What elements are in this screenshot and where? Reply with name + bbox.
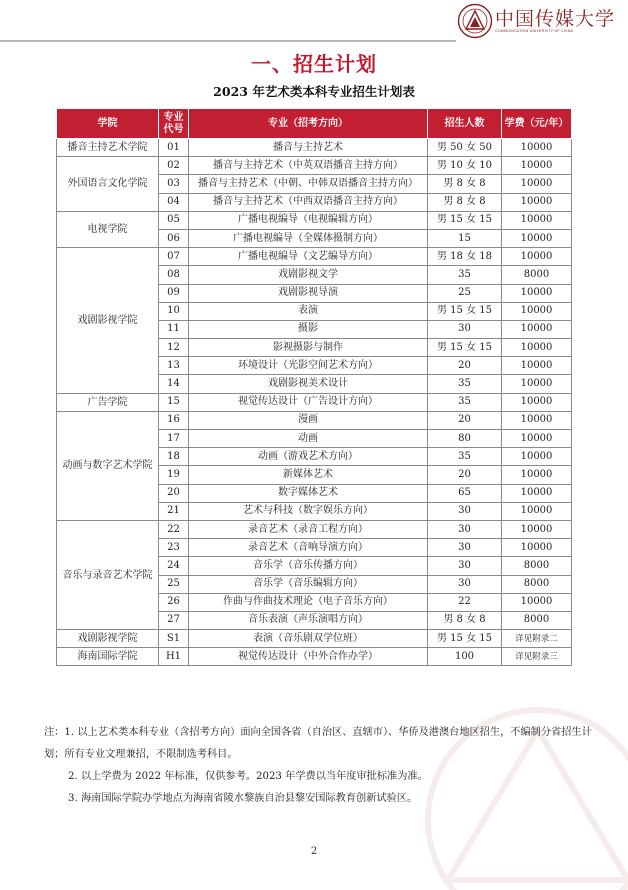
major-cell: 漫画 bbox=[189, 411, 428, 429]
major-cell: 影视摄影与制作 bbox=[189, 339, 428, 357]
major-cell: 音乐表演（声乐演唱方向） bbox=[189, 611, 428, 629]
major-cell: 音乐学（音乐编辑方向） bbox=[189, 575, 428, 593]
quota-cell: 男 8 女 8 bbox=[428, 611, 502, 629]
tuition-cell: 10000 bbox=[502, 320, 572, 338]
table-row bbox=[57, 648, 572, 666]
tuition-cell: 10000 bbox=[502, 593, 572, 611]
table-row bbox=[57, 630, 572, 648]
tuition-cell: 10000 bbox=[502, 484, 572, 502]
code-cell: 02 bbox=[159, 157, 189, 175]
tuition-cell: 10000 bbox=[502, 302, 572, 320]
page-number: 2 bbox=[310, 846, 318, 857]
college-cell: 动画与数字艺术学院 bbox=[57, 411, 159, 520]
section-title: 一、招生计划 bbox=[251, 52, 377, 76]
quota-cell: 男 18 女 18 bbox=[428, 248, 502, 266]
tuition-cell: 8000 bbox=[502, 266, 572, 284]
code-cell: 09 bbox=[159, 284, 189, 302]
major-cell: 视觉传达设计（广告设计方向） bbox=[189, 393, 428, 411]
header-rule bbox=[0, 40, 456, 42]
code-cell: 13 bbox=[159, 357, 189, 375]
quota-cell: 65 bbox=[428, 484, 502, 502]
quota-cell: 35 bbox=[428, 393, 502, 411]
tuition-cell: 详见附录二 bbox=[502, 630, 572, 648]
code-cell: 27 bbox=[159, 611, 189, 629]
code-cell: 03 bbox=[159, 175, 189, 193]
major-cell: 播音与主持艺术（中朝、中韩双语播音主持方向） bbox=[189, 175, 428, 193]
quota-cell: 35 bbox=[428, 375, 502, 393]
major-cell: 表演 bbox=[189, 302, 428, 320]
code-cell: 25 bbox=[159, 575, 189, 593]
code-cell: 20 bbox=[159, 484, 189, 502]
tuition-cell: 10000 bbox=[502, 520, 572, 538]
college-cell: 音乐与录音艺术学院 bbox=[57, 520, 159, 629]
code-cell: 15 bbox=[159, 393, 189, 411]
major-cell: 动画 bbox=[189, 430, 428, 448]
tuition-cell: 10000 bbox=[502, 375, 572, 393]
code-cell: 26 bbox=[159, 593, 189, 611]
quota-cell: 35 bbox=[428, 266, 502, 284]
college-cell: 海南国际学院 bbox=[57, 648, 159, 666]
tuition-cell: 8000 bbox=[502, 575, 572, 593]
tuition-cell: 10000 bbox=[502, 393, 572, 411]
quota-cell: 男 15 女 15 bbox=[428, 302, 502, 320]
table-row bbox=[57, 393, 572, 411]
code-cell: 14 bbox=[159, 375, 189, 393]
quota-cell: 30 bbox=[428, 539, 502, 557]
table-row bbox=[57, 157, 572, 175]
col-header-quota: 招生人数 bbox=[428, 109, 502, 139]
quota-cell: 男 15 女 15 bbox=[428, 339, 502, 357]
quota-cell: 男 15 女 15 bbox=[428, 211, 502, 229]
tuition-cell: 10000 bbox=[502, 539, 572, 557]
note-2: 2. 以上学费为 2022 年标准，仅供参考。2023 年学费以当年度审批标准为准。 bbox=[68, 771, 428, 782]
table-row bbox=[57, 248, 572, 266]
quota-cell: 30 bbox=[428, 502, 502, 520]
table-row bbox=[57, 411, 572, 429]
major-cell: 录音艺术（录音工程方向） bbox=[189, 520, 428, 538]
major-cell: 广播电视编导（文艺编导方向） bbox=[189, 248, 428, 266]
code-cell: 10 bbox=[159, 302, 189, 320]
major-cell: 戏剧影视导演 bbox=[189, 284, 428, 302]
code-cell: 11 bbox=[159, 320, 189, 338]
code-cell: 18 bbox=[159, 448, 189, 466]
major-cell: 广播电视编导（电视编辑方向） bbox=[189, 211, 428, 229]
tuition-cell: 10000 bbox=[502, 339, 572, 357]
tuition-cell: 10000 bbox=[502, 193, 572, 211]
quota-cell: 30 bbox=[428, 320, 502, 338]
quota-cell: 22 bbox=[428, 593, 502, 611]
major-cell: 视觉传达设计（中外合作办学） bbox=[189, 648, 428, 666]
quota-cell: 30 bbox=[428, 575, 502, 593]
major-cell: 数字媒体艺术 bbox=[189, 484, 428, 502]
code-cell: 21 bbox=[159, 502, 189, 520]
code-cell: H1 bbox=[159, 648, 189, 666]
major-cell: 戏剧影视文学 bbox=[189, 266, 428, 284]
code-cell: 06 bbox=[159, 229, 189, 247]
major-cell: 作曲与作曲技术理论（电子音乐方向） bbox=[189, 593, 428, 611]
code-cell: 12 bbox=[159, 339, 189, 357]
table-row bbox=[57, 139, 572, 157]
tuition-cell: 10000 bbox=[502, 175, 572, 193]
table-body bbox=[57, 139, 572, 666]
quota-cell: 35 bbox=[428, 448, 502, 466]
tuition-cell: 8000 bbox=[502, 611, 572, 629]
logo-subtitle: COMMUNICATION UNIVERSITY OF CHINA bbox=[495, 29, 574, 33]
major-cell: 动画（游戏艺术方向） bbox=[189, 448, 428, 466]
code-cell: 01 bbox=[159, 139, 189, 157]
col-header-college: 学院 bbox=[57, 109, 159, 139]
notes-block bbox=[44, 722, 604, 810]
code-cell: 05 bbox=[159, 211, 189, 229]
quota-cell: 80 bbox=[428, 430, 502, 448]
major-cell: 环境设计（光影空间艺术方向） bbox=[189, 357, 428, 375]
tuition-cell: 10000 bbox=[502, 248, 572, 266]
code-cell: 19 bbox=[159, 466, 189, 484]
code-cell: 08 bbox=[159, 266, 189, 284]
note-1: 注：1. 以上艺术类本科专业（含招考方向）面向全国各省（自治区、直辖市）、华侨及港澳台地区招生，不编制分省招生计划；所有专业文理兼招，不限制选考科目。 bbox=[44, 727, 592, 760]
enrollment-plan-table bbox=[56, 108, 572, 666]
quota-cell: 20 bbox=[428, 357, 502, 375]
tuition-cell: 10000 bbox=[502, 448, 572, 466]
quota-cell: 30 bbox=[428, 557, 502, 575]
tuition-cell: 8000 bbox=[502, 557, 572, 575]
code-cell: 24 bbox=[159, 557, 189, 575]
college-cell: 戏剧影视学院 bbox=[57, 248, 159, 394]
col-header-major: 专业（招考方向） bbox=[189, 109, 428, 139]
quota-cell: 20 bbox=[428, 466, 502, 484]
tuition-cell: 10000 bbox=[502, 157, 572, 175]
note-3: 3. 海南国际学院办学地点为海南省陵水黎族自治县黎安国际教育创新试验区。 bbox=[68, 793, 418, 804]
major-cell: 摄影 bbox=[189, 320, 428, 338]
college-cell: 戏剧影视学院 bbox=[57, 630, 159, 648]
quota-cell: 25 bbox=[428, 284, 502, 302]
major-cell: 音乐学（音乐传播方向） bbox=[189, 557, 428, 575]
code-cell: S1 bbox=[159, 630, 189, 648]
code-cell: 22 bbox=[159, 520, 189, 538]
major-cell: 新媒体艺术 bbox=[189, 466, 428, 484]
tuition-cell: 10000 bbox=[502, 411, 572, 429]
quota-cell: 男 8 女 8 bbox=[428, 193, 502, 211]
quota-cell: 男 10 女 10 bbox=[428, 157, 502, 175]
quota-cell: 20 bbox=[428, 411, 502, 429]
university-seal-icon bbox=[457, 3, 493, 39]
tuition-cell: 10000 bbox=[502, 466, 572, 484]
table-row bbox=[57, 211, 572, 229]
code-cell: 17 bbox=[159, 430, 189, 448]
major-cell: 表演（音乐剧双学位班） bbox=[189, 630, 428, 648]
quota-cell: 100 bbox=[428, 648, 502, 666]
logo-name: 中国传媒大学 bbox=[495, 8, 616, 30]
tuition-cell: 10000 bbox=[502, 211, 572, 229]
quota-cell: 男 50 女 50 bbox=[428, 139, 502, 157]
college-cell: 播音主持艺术学院 bbox=[57, 139, 159, 157]
code-cell: 23 bbox=[159, 539, 189, 557]
tuition-cell: 10000 bbox=[502, 229, 572, 247]
code-cell: 07 bbox=[159, 248, 189, 266]
major-cell: 播音与主持艺术（中西双语播音主持方向） bbox=[189, 193, 428, 211]
quota-cell: 男 15 女 15 bbox=[428, 630, 502, 648]
major-cell: 播音与主持艺术 bbox=[189, 139, 428, 157]
col-header-code: 专业代号 bbox=[159, 109, 189, 139]
university-logo bbox=[455, 2, 623, 42]
quota-cell: 男 8 女 8 bbox=[428, 175, 502, 193]
tuition-cell: 10000 bbox=[502, 430, 572, 448]
college-cell: 广告学院 bbox=[57, 393, 159, 411]
tuition-cell: 10000 bbox=[502, 502, 572, 520]
major-cell: 戏剧影视美术设计 bbox=[189, 375, 428, 393]
major-cell: 广播电视编导（全媒体摄制方向） bbox=[189, 229, 428, 247]
tuition-cell: 10000 bbox=[502, 357, 572, 375]
code-cell: 16 bbox=[159, 411, 189, 429]
college-cell: 外国语言文化学院 bbox=[57, 157, 159, 212]
col-header-tuition: 学费（元/年） bbox=[502, 109, 572, 139]
tuition-cell: 10000 bbox=[502, 284, 572, 302]
table-header-row bbox=[57, 109, 572, 139]
table-title: 2023 年艺术类本科专业招生计划表 bbox=[213, 84, 415, 99]
quota-cell: 15 bbox=[428, 229, 502, 247]
code-cell: 04 bbox=[159, 193, 189, 211]
major-cell: 录音艺术（音响导演方向） bbox=[189, 539, 428, 557]
tuition-cell: 详见附录三 bbox=[502, 648, 572, 666]
tuition-cell: 10000 bbox=[502, 139, 572, 157]
quota-cell: 30 bbox=[428, 520, 502, 538]
major-cell: 艺术与科技（数字娱乐方向） bbox=[189, 502, 428, 520]
college-cell: 电视学院 bbox=[57, 211, 159, 247]
table-row bbox=[57, 520, 572, 538]
major-cell: 播音与主持艺术（中英双语播音主持方向） bbox=[189, 157, 428, 175]
